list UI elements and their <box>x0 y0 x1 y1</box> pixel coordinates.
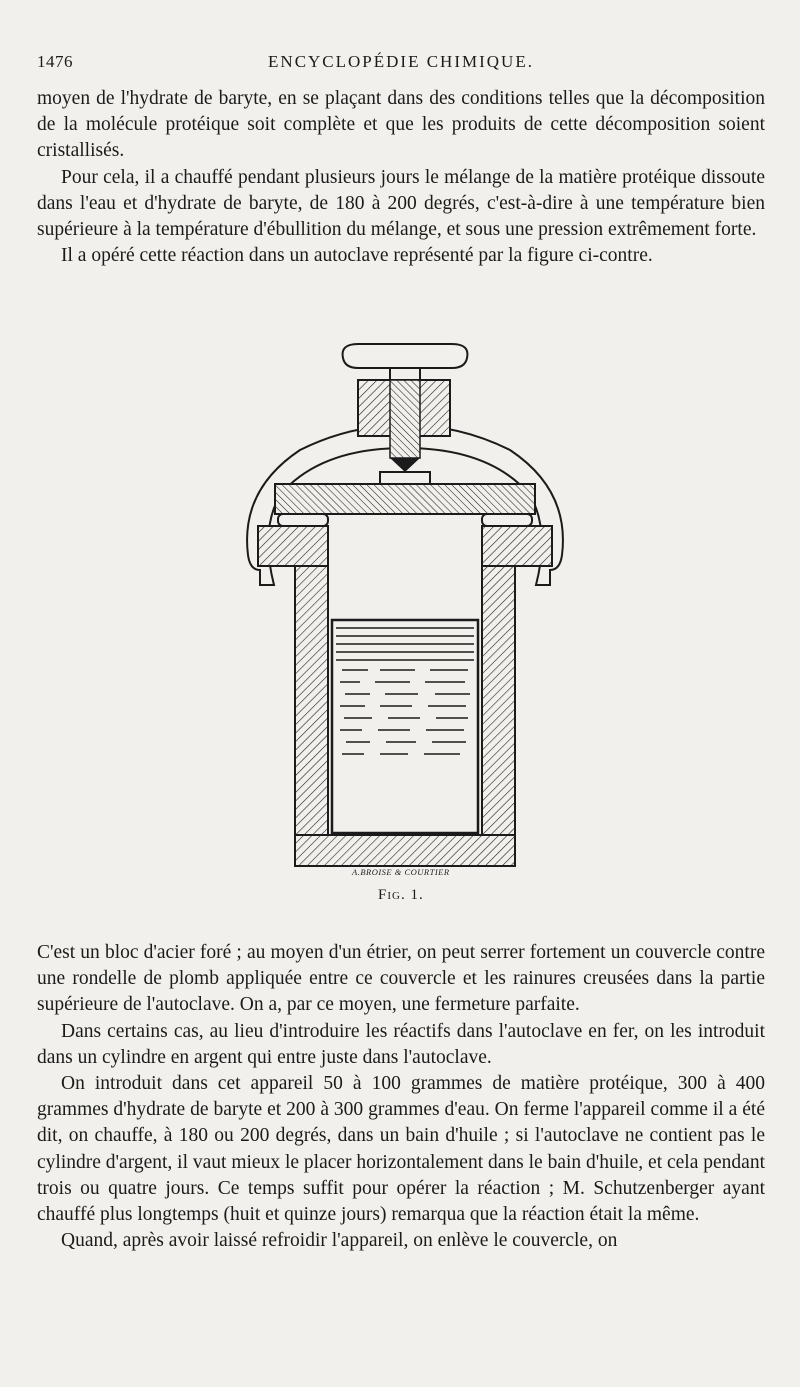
body-bottom <box>295 835 515 866</box>
lead-washer-right <box>482 514 532 526</box>
text-block-bottom <box>37 940 765 1254</box>
lead-washer-left <box>278 514 328 526</box>
body-wall-right <box>482 566 515 866</box>
figure-credit: A.BROISE & COURTIER <box>352 867 450 877</box>
page-header <box>37 52 765 78</box>
body-flange-right <box>482 526 552 566</box>
screw-thread <box>390 380 420 458</box>
paragraph: Pour cela, il a chauffé pendant plusieurs jours le mélange de la matière protéique dissoute dans l'eau et d'hydrate de baryte, de 180 à 200 degrés, c'est-à-dire à une température bien supérieure à la température d'ébullition du mélange, et sous une pression extrêmement forte. <box>37 166 765 241</box>
lid <box>275 484 535 514</box>
paragraph: moyen de l'hydrate de baryte, en se plaçant dans des conditions telles que la décomposition de la molécule protéique soit complète et que les produits de cette décomposition soient cristallisés. <box>37 88 765 162</box>
screw-handle <box>343 344 468 368</box>
figure-caption: Fig. 1. <box>378 887 424 903</box>
paragraph: On introduit dans cet appareil 50 à 100 grammes de matière protéique, 300 à 400 grammes d'hydrate de baryte et 200 à 300 grammes d'eau. On ferme l'appareil comme il a été dit, on chauffe, à 180 ou 200 degrés, dans un bain d'huile ; si l'autoclave ne contient pas le cylindre d'argent, il vaut mieux le placer horizontalement dans le bain d'huile, et cela pendant trois ou quatre jours. Ce temps suffit pour opérer la réaction ; M. Schutzenberger ayant chauffé plus longtemps (huit et quinze jours) remarqua que la réaction était la même. <box>37 1073 765 1226</box>
text-block-top <box>37 86 765 269</box>
paragraph: Quand, après avoir laissé refroidir l'appareil, on enlève le couvercle, on <box>61 1230 618 1252</box>
paragraph: Dans certains cas, au lieu d'introduire les réactifs dans l'autoclave en fer, on les introduit dans un cylindre en argent qui entre juste dans l'autoclave. <box>37 1020 765 1068</box>
paragraph: Il a opéré cette réaction dans un autoclave représenté par la figure ci-contre. <box>61 245 653 267</box>
page-number: 1476 <box>37 52 73 71</box>
pressure-pad <box>380 472 430 484</box>
paragraph: C'est un bloc d'acier foré ; au moyen d'un étrier, on peut serrer fortement un couvercle contre une rondelle de plomb appliquée entre ce couvercle et les rainures creusées dans la partie supérieure de l'autoclave. On a, par ce moyen, une fermeture parfaite. <box>37 942 765 1016</box>
autoclave-figure <box>240 330 570 890</box>
screw-tip <box>390 458 420 472</box>
body-flange-left <box>258 526 328 566</box>
body-wall-left <box>295 566 328 866</box>
running-title: ENCYCLOPÉDIE CHIMIQUE. <box>268 52 534 71</box>
